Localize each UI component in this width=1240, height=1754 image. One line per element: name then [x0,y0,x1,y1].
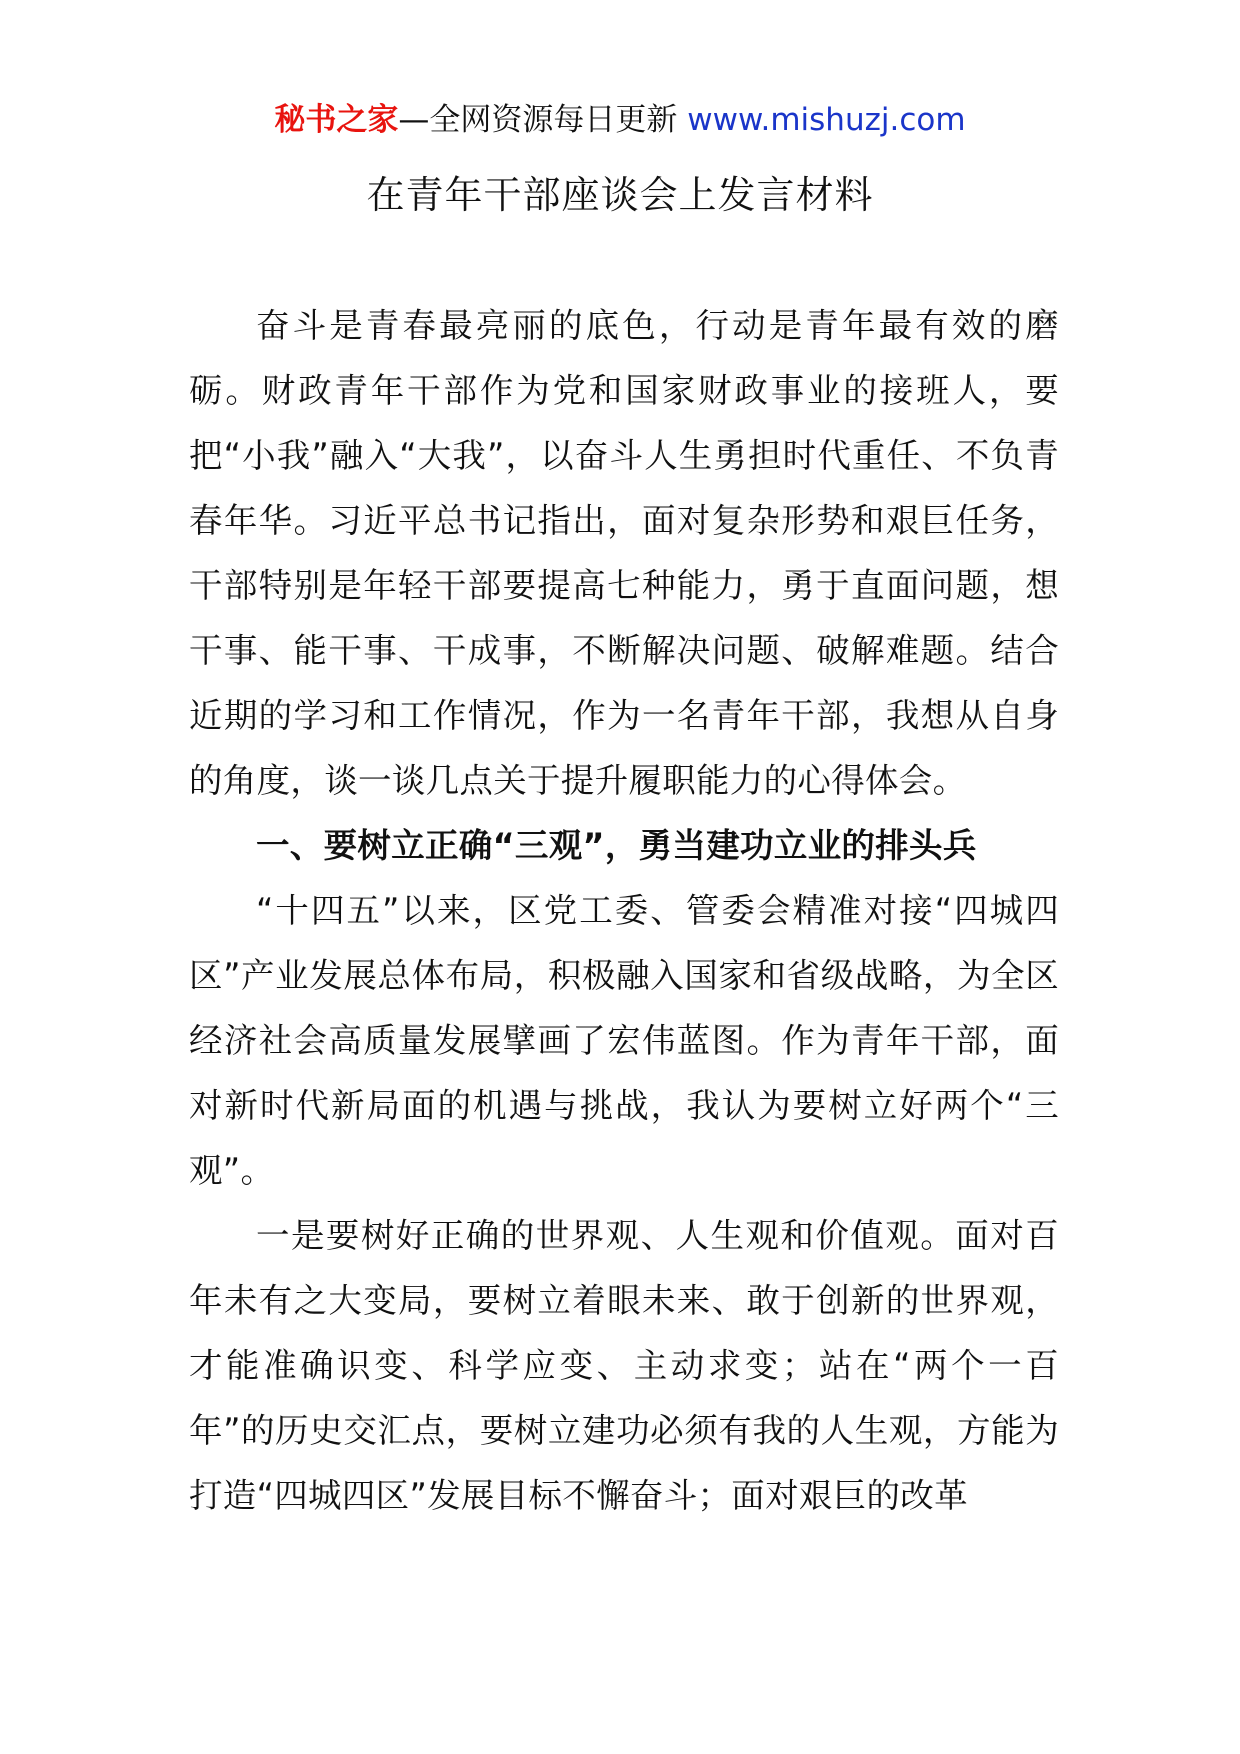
document-body [189,293,1059,1528]
document-title: 在青年干部座谈会上发言材料 [366,173,874,217]
site-slogan: —全网资源每日更新 [398,102,678,138]
site-brand: 秘书之家 [274,102,399,138]
intro-paragraph: 奋斗是青春最亮丽的底色，行动是青年最有效的磨砺。财政青年干部作为党和国家财政事业的接班人，要把“小我”融入“大我”，以奋斗人生勇担时代重任、不负青春年华。习近平总书记指出，面对复杂形势和艰巨任务，干部特别是年轻干部要提高七种能力，勇于直面问题，想干事、能干事、干成事，不断解决问题、破解难题。结合近期的学习和工作情况，作为一名青年干部，我想从自身的角度，谈一谈几点关于提升履职能力的心得体会。 [189,306,1059,800]
body-paragraph: 一是要树好正确的世界观、人生观和价值观。面对百年未有之大变局，要树立着眼未来、敢于创新的世界观，才能准确识变、科学应变、主动求变；站在“两个一百年”的历史交汇点，要树立建功必须有我的人生观，方能为打造“四城四区”发展目标不懈奋斗；面对艰巨的改革 [189,1216,1059,1515]
site-header [0,98,1240,142]
body-paragraph: “十四五”以来，区党工委、管委会精准对接“四城四区”产业发展总体布局，积极融入国家和省级战略，为全区经济社会高质量发展擘画了宏伟蓝图。作为青年干部，面对新时代新局面的机遇与挑战，我认为要树立好两个“三观”。 [189,891,1059,1190]
site-url-link[interactable]: www.mishuzj.com [677,102,966,138]
section-heading: 一、要树立正确“三观”，勇当建功立业的排头兵 [256,826,977,865]
